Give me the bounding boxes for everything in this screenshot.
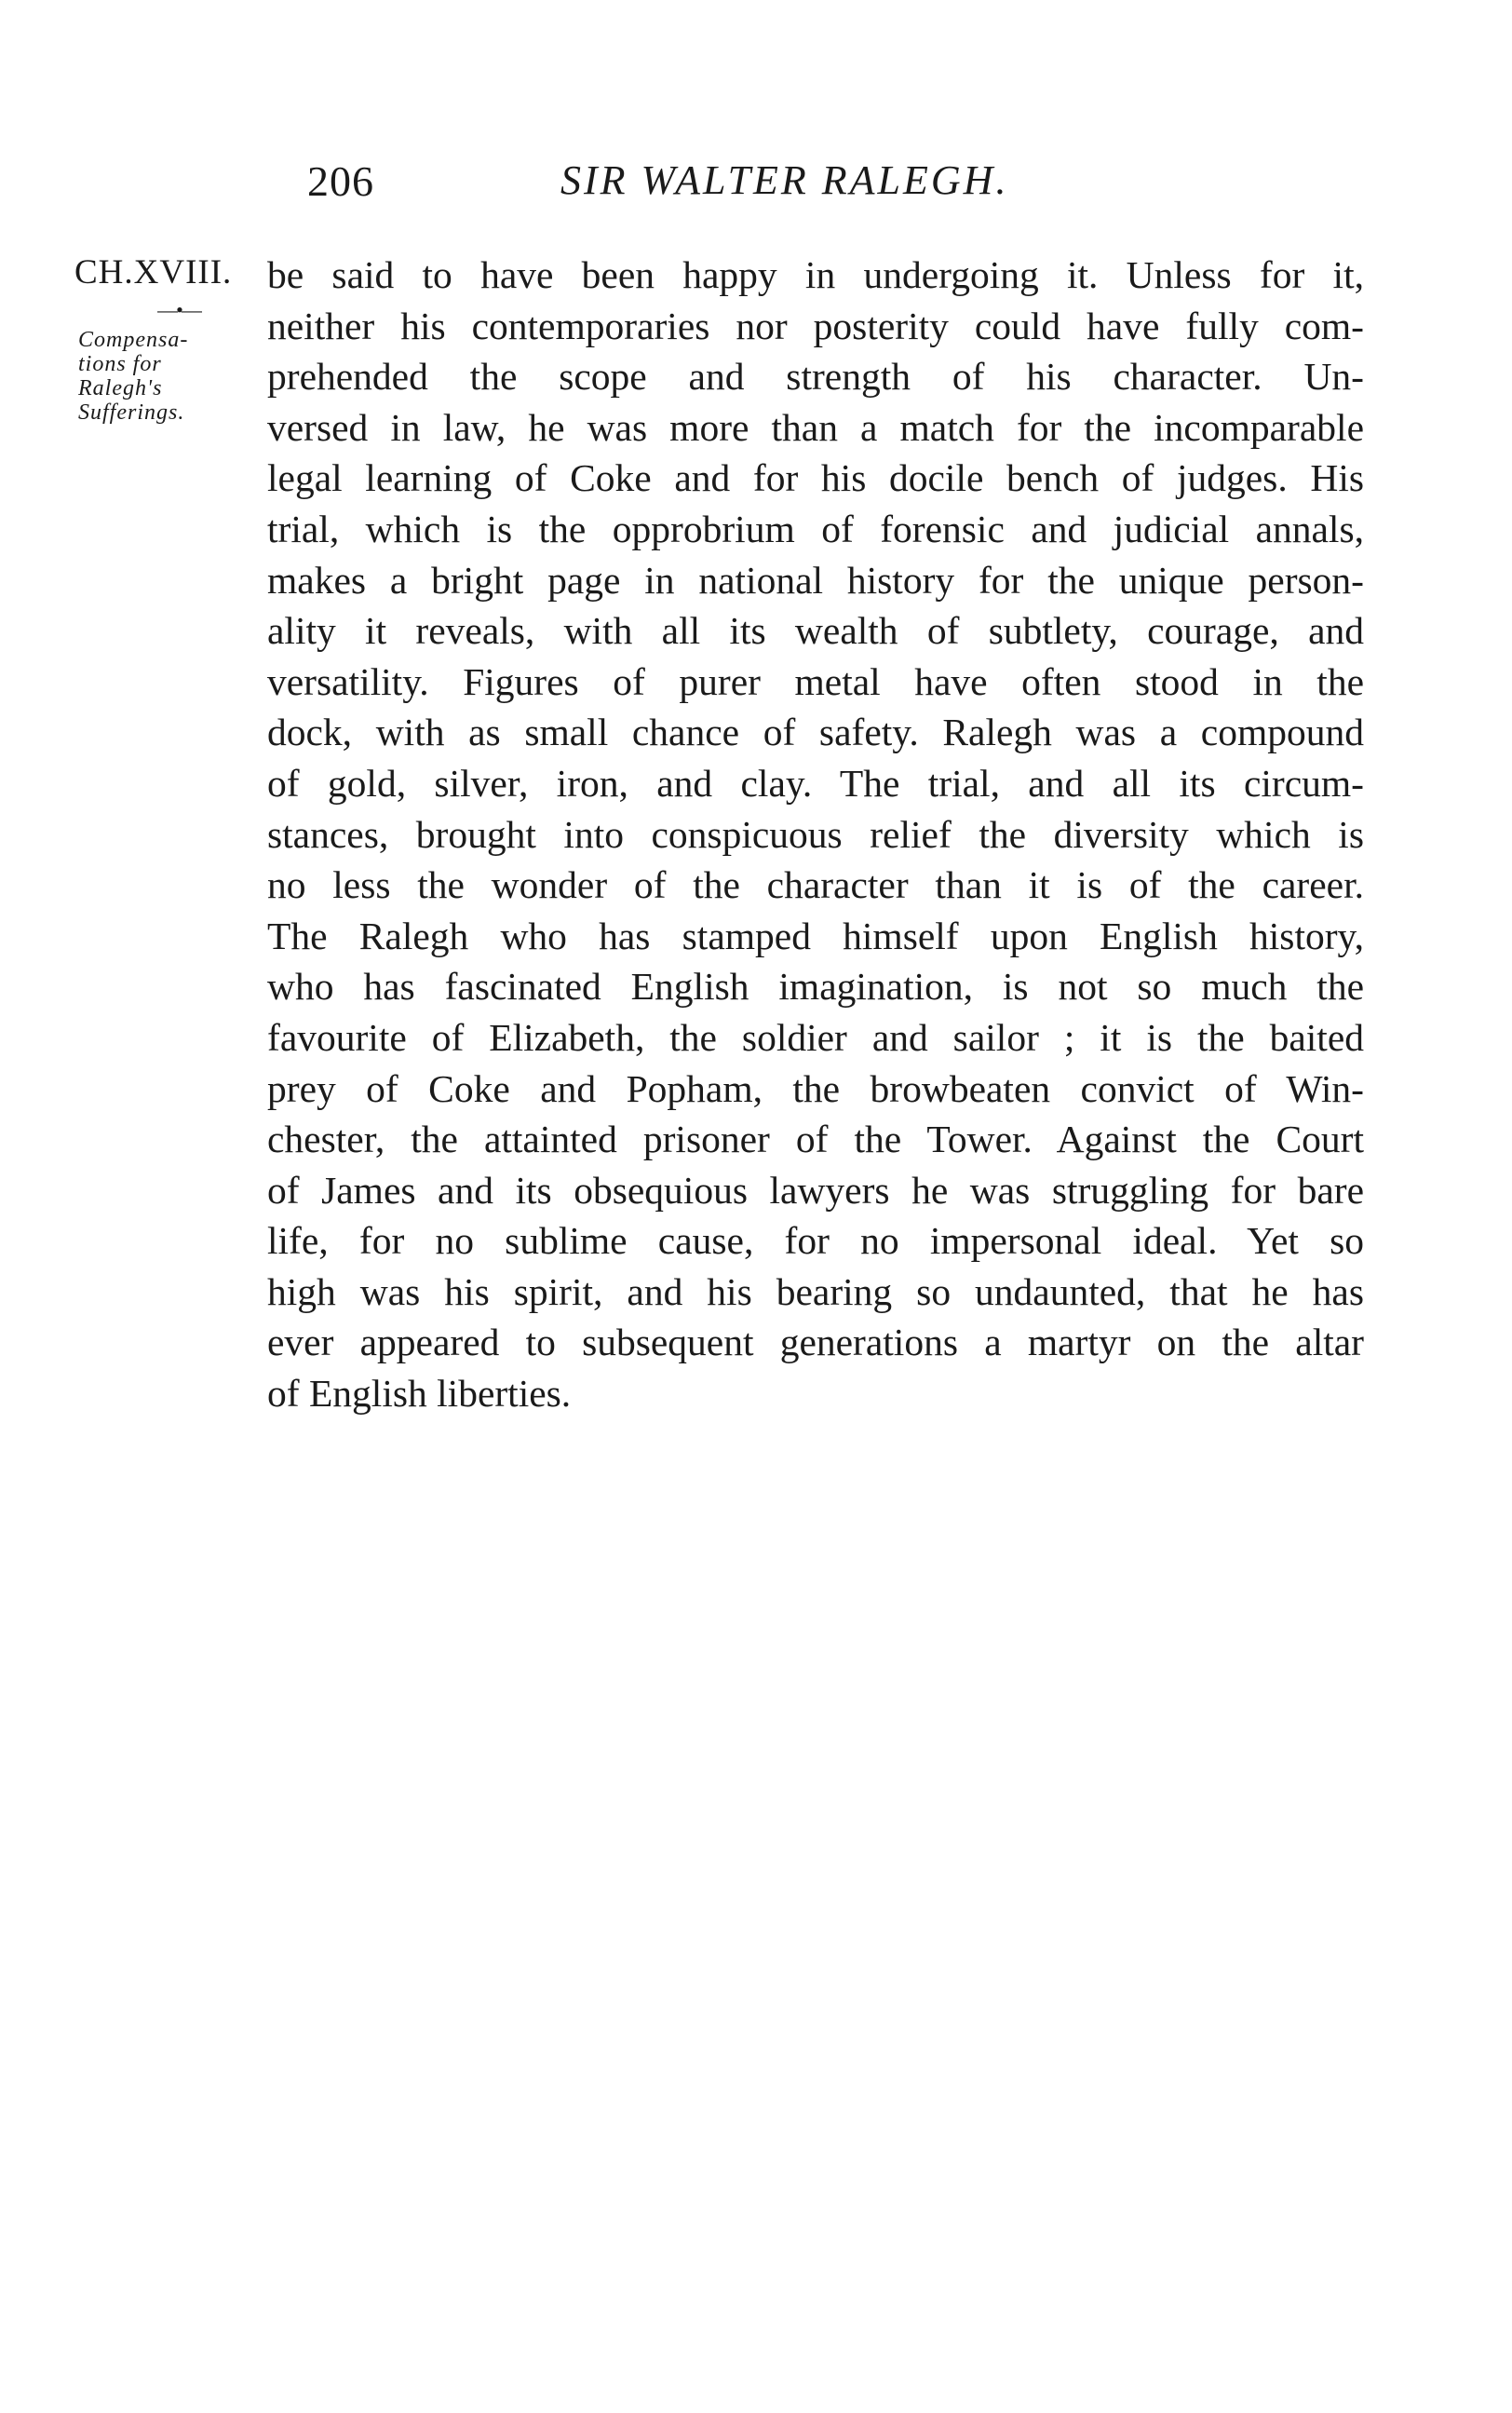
text-line: versed in law, he was more than a match for the incomparable (267, 405, 1364, 449)
text-line: trial, which is the opprobrium of forensic and judicial annals, (267, 507, 1364, 550)
text-line: no less the wonder of the character than it is of the career. (267, 863, 1364, 907)
text-line: of English liberties. (267, 1372, 572, 1416)
marginal-note-line: Sufferings. (78, 400, 185, 425)
marginal-note (74, 328, 270, 425)
text-line: high was his spirit, and his bearing so undaunted, that he has (267, 1269, 1364, 1313)
running-title: SIR WALTER RALEGH. (560, 157, 1009, 203)
chapter-label: CH.XVIII. (74, 253, 233, 291)
text-line: neither his contemporaries nor posterity could have fully com- (267, 304, 1364, 347)
text-line: ality it reveals, with all its wealth of subtlety, courage, and (267, 609, 1364, 653)
ornament-rule: —•— (157, 298, 200, 321)
text-line: favourite of Elizabeth, the soldier and sailor ; it is the baited (267, 1015, 1364, 1059)
text-line: stances, brought into conspicuous relief the diversity which is (267, 812, 1364, 856)
text-line: ever appeared to subsequent generations a martyr on the altar (267, 1321, 1364, 1364)
marginal-note-line: tions for (78, 352, 162, 376)
text-line: prey of Coke and Popham, the browbeaten convict of Win- (267, 1066, 1364, 1110)
text-line: be said to have been happy in undergoing it. Unless for it, (267, 253, 1364, 296)
body-paragraph (267, 250, 1364, 1419)
text-line: who has fascinated English imagination, is not so much the (267, 965, 1364, 1009)
page-number: 206 (307, 157, 374, 205)
text-line: prehended the scope and strength of his character. Un- (267, 355, 1364, 399)
text-line: of James and its obsequious lawyers he was struggling for bare (267, 1168, 1364, 1212)
text-line: legal learning of Coke and for his docile bench of judges. His (267, 456, 1364, 500)
text-line: dock, with as small chance of safety. Ralegh was a compound (267, 711, 1364, 754)
text-line: of gold, silver, iron, and clay. The trial, and all its circum- (267, 761, 1364, 805)
margin-column (74, 250, 270, 425)
text-line: The Ralegh who has stamped himself upon English history, (267, 914, 1364, 957)
text-line: life, for no sublime cause, for no impersonal ideal. Yet so (267, 1219, 1364, 1263)
marginal-note-line: Ralegh's (78, 376, 163, 400)
running-head (270, 156, 1369, 212)
text-line: chester, the attainted prisoner of the Tower. Against the Court (267, 1118, 1364, 1161)
text-line: versatility. Figures of purer metal have often stood in the (267, 659, 1364, 703)
marginal-note-line: Compensa- (78, 328, 189, 352)
text-line: makes a bright page in national history for the unique person- (267, 558, 1364, 602)
